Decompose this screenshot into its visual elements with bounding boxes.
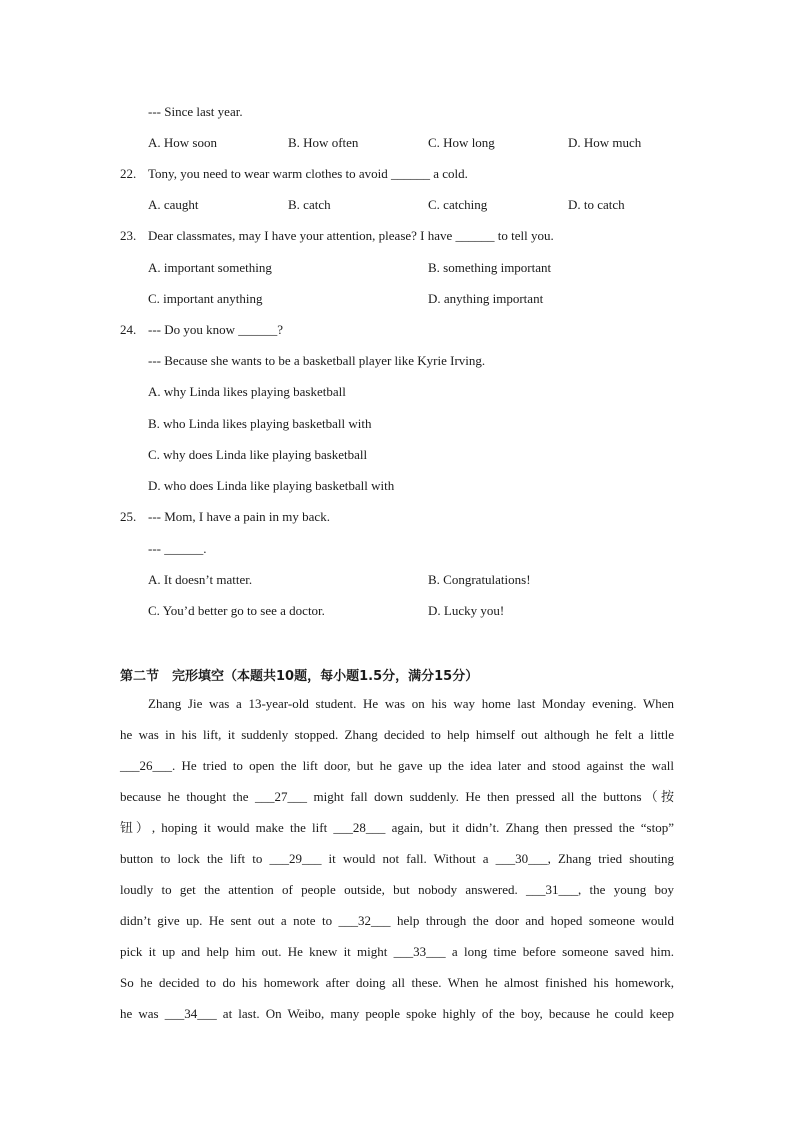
passage-line: he was in his lift, it suddenly stopped. Zhang decided to help himself out although he felt a little: [120, 727, 674, 742]
q22-number: 22.: [120, 166, 137, 181]
passage-line: loudly to get the attention of people outside, but nobody answered. ___31___, the young boy: [120, 882, 674, 897]
q25-stem: --- Mom, I have a pain in my back.: [148, 509, 330, 524]
q24-number: 24.: [120, 322, 137, 337]
passage-line: So he decided to do his homework after doing all these. When he almost finished his homework,: [120, 975, 674, 990]
q25-option-a: A. It doesn’t matter.: [148, 572, 253, 587]
q21-option-a: A. How soon: [148, 135, 217, 150]
passage-line: button to lock the lift to ___29___ it would not fall. Without a ___30___, Zhang tried shouting: [120, 851, 674, 866]
cloze-passage: [120, 696, 674, 1037]
q23-number: 23.: [120, 228, 137, 243]
q21-answer-line: --- Since last year.: [148, 104, 243, 119]
q23-option-c: C. important anything: [148, 291, 263, 306]
q23-option-d: D. anything important: [428, 291, 544, 306]
passage-line: didn’t give up. He sent out a note to ___32___ help through the door and hoped someone would: [120, 913, 674, 928]
passage-line: Zhang Jie was a 13-year-old student. He was on his way home last Monday evening. When: [148, 696, 674, 711]
passage-line: 钮）, hoping it would make the lift ___28___ again, but it didn’t. Zhang then pressed the “stop”: [120, 820, 674, 835]
q21-option-c: C. How long: [428, 135, 495, 150]
q21-option-b: B. How often: [288, 135, 359, 150]
q24-option-b: B. who Linda likes playing basketball with: [148, 416, 372, 431]
passage-line: he was ___34___ at last. On Weibo, many people spoke highly of the boy, because he could keep: [120, 1006, 674, 1021]
q22-option-c: C. catching: [428, 197, 488, 212]
q24-option-c: C. why does Linda like playing basketball: [148, 447, 368, 462]
passage-line: pick it up and help him out. He knew it might ___33___ a long time before someone saved him.: [120, 944, 674, 959]
q21-option-d: D. How much: [568, 135, 642, 150]
passage-line: ___26___. He tried to open the lift door, but he gave up the idea later and stood against the wall: [120, 758, 674, 773]
passage-line: because he thought the ___27___ might fall down suddenly. He then pressed all the buttons（按: [120, 789, 674, 804]
q25-answer-line: --- ______.: [148, 541, 207, 556]
q23-option-a: A. important something: [148, 260, 272, 275]
q25-option-d: D. Lucky you!: [428, 603, 505, 618]
q25-option-b: B. Congratulations!: [428, 572, 531, 587]
q22-option-b: B. catch: [288, 197, 331, 212]
q25-number: 25.: [120, 509, 137, 524]
section-heading: 第二节 完形填空（本题共10题，每小题1.5分，满分15分）: [120, 669, 479, 684]
q24-option-a: A. why Linda likes playing basketball: [148, 384, 346, 399]
q23-option-b: B. something important: [428, 260, 552, 275]
q25-option-c: C. You’d better go to see a doctor.: [148, 603, 325, 618]
q22-option-d: D. to catch: [568, 197, 625, 212]
q24-stem: --- Do you know ______?: [148, 322, 284, 337]
q24-option-d: D. who does Linda like playing basketball with: [148, 478, 395, 493]
q22-option-a: A. caught: [148, 197, 199, 212]
q24-answer-line: --- Because she wants to be a basketball player like Kyrie Irving.: [148, 353, 486, 368]
q23-stem: Dear classmates, may I have your attention, please? I have ______ to tell you.: [148, 228, 554, 243]
q22-stem: Tony, you need to wear warm clothes to avoid ______ a cold.: [148, 166, 468, 181]
